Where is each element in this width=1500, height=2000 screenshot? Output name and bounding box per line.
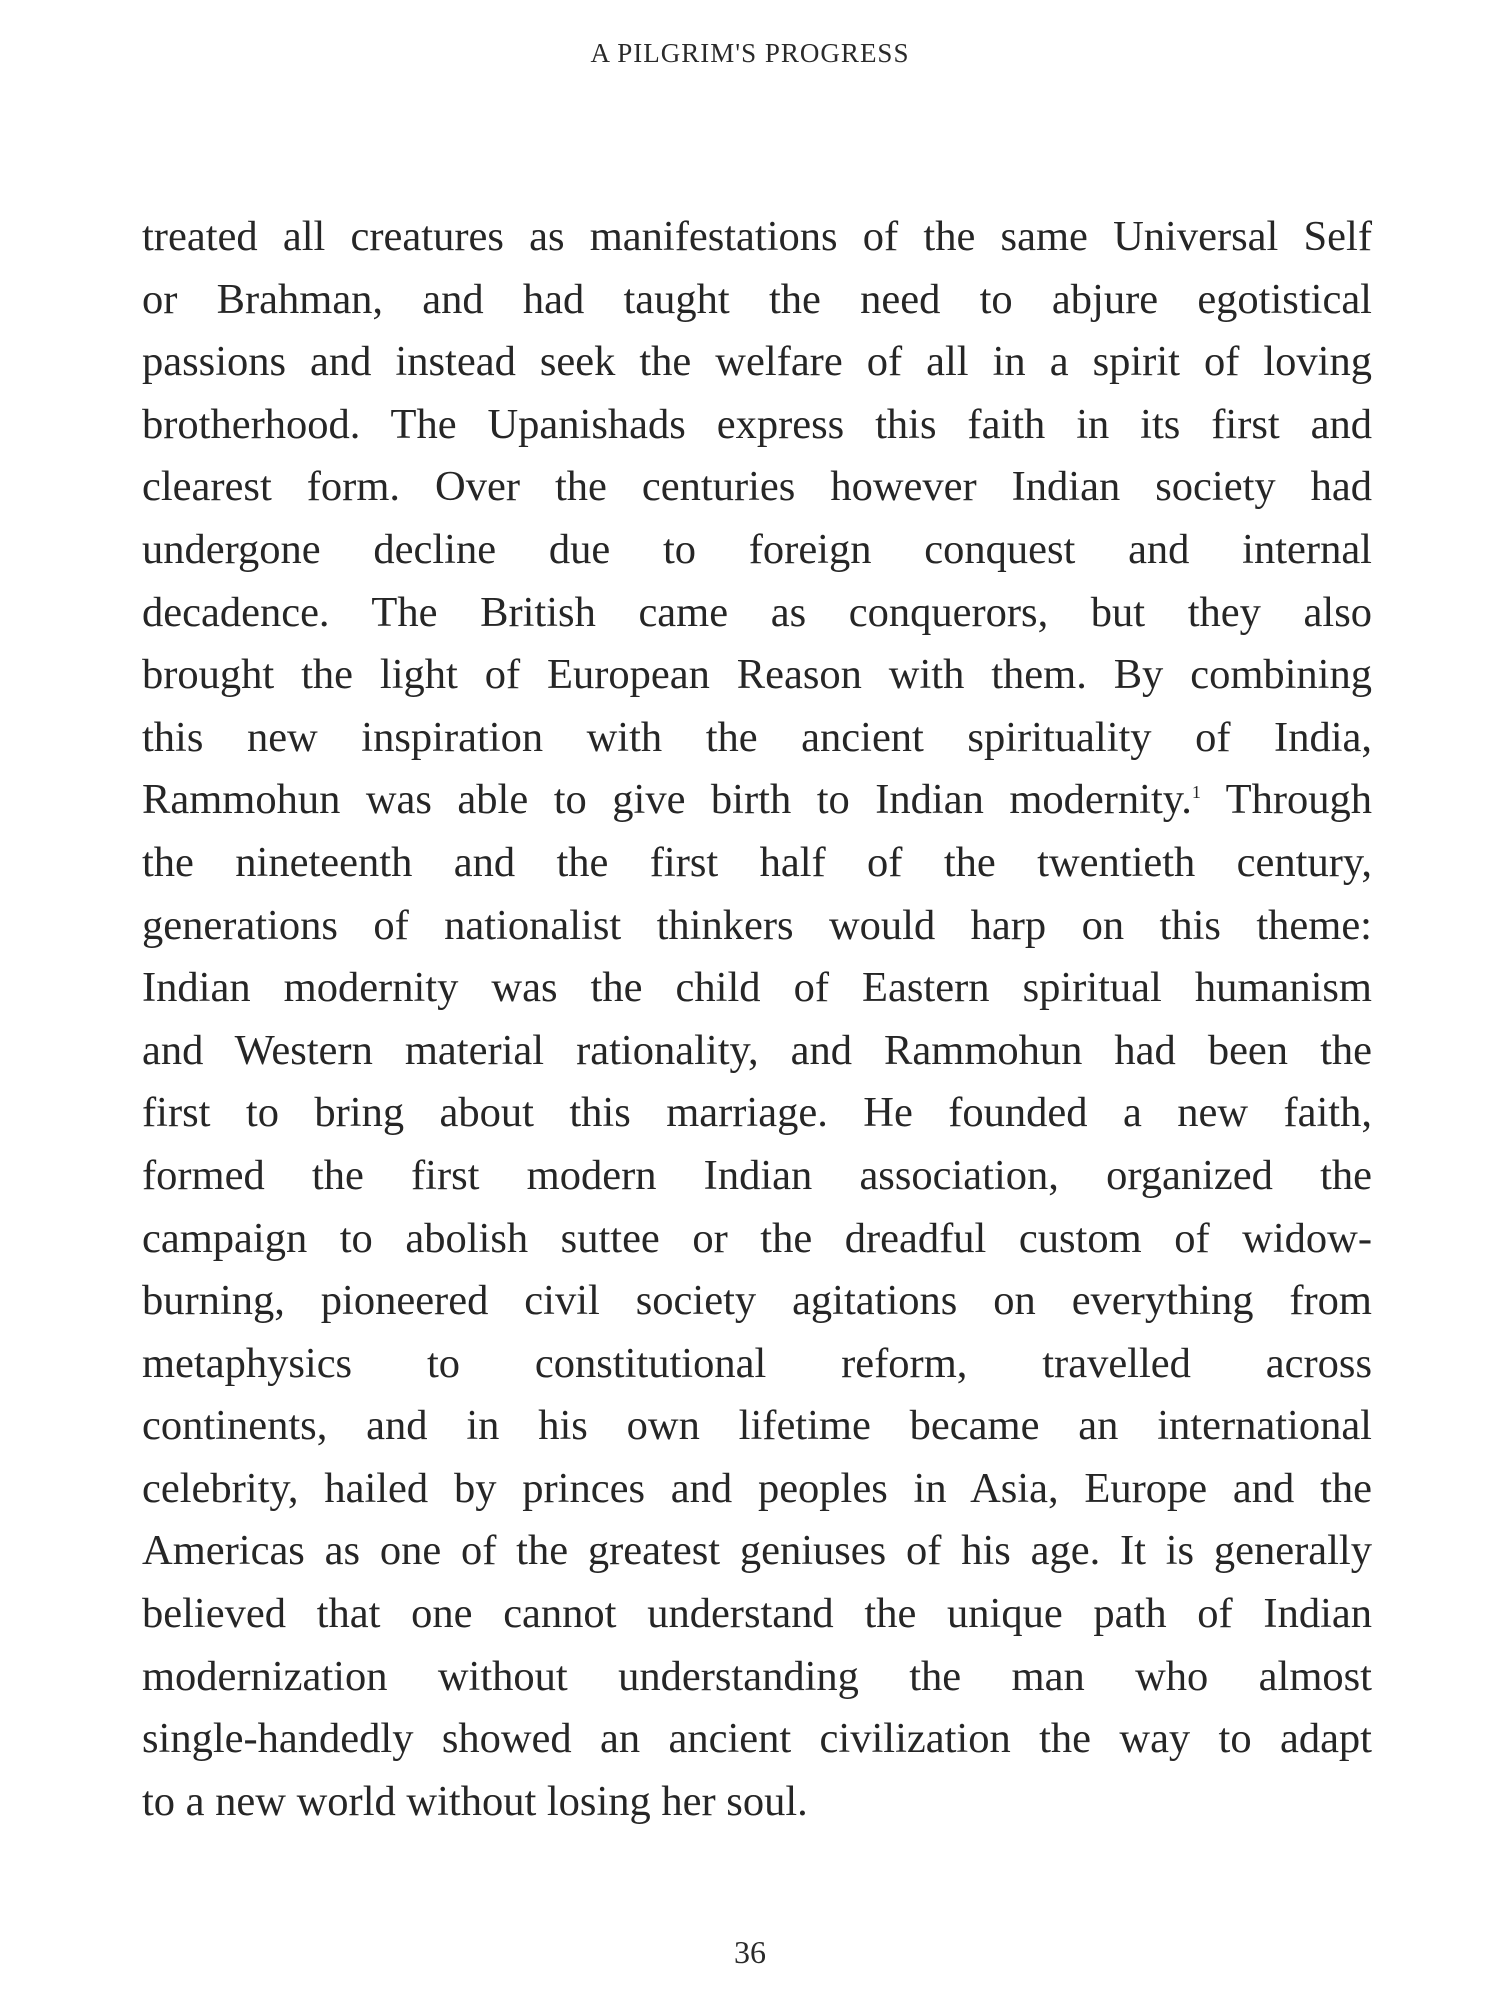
text-line: this new inspiration with the ancient spirituality of India, — [142, 713, 1372, 761]
text-line: celebrity, hailed by princes and peoples in Asia, Europe and the — [142, 1464, 1372, 1512]
footnote-marker: 1 — [1191, 782, 1201, 803]
text-line: single-handedly showed an ancient civilization the way to adapt — [142, 1715, 1372, 1763]
text-line: first to bring about this marriage. He founded a new faith, — [142, 1089, 1372, 1137]
text-line: undergone decline due to foreign conquest and internal — [142, 525, 1372, 573]
body-paragraph — [142, 206, 1372, 1833]
text-line: burning, pioneered civil society agitations on everything from — [142, 1277, 1372, 1325]
text-line: the nineteenth and the first half of the twentieth century, — [142, 838, 1372, 886]
text-line: modernization without understanding the man who almost — [142, 1652, 1372, 1700]
text-line: metaphysics to constitutional reform, travelled across — [142, 1339, 1372, 1387]
text-line: and Western material rationality, and Rammohun had been the — [142, 1026, 1372, 1074]
text-line-last: to a new world without losing her soul. — [142, 1777, 808, 1825]
text-line-with-footnote — [142, 769, 1372, 832]
text-line: formed the first modern Indian association, organized the — [142, 1151, 1372, 1199]
text-line: Indian modernity was the child of Eastern spiritual humanism — [142, 964, 1372, 1012]
text-line: brotherhood. The Upanishads express this faith in its first and — [142, 400, 1372, 448]
text-line: generations of nationalist thinkers would harp on this theme: — [142, 901, 1372, 949]
text-line: passions and instead seek the welfare of all in a spirit of loving — [142, 338, 1372, 386]
page-number: 36 — [734, 1934, 766, 1970]
text-line: treated all creatures as manifestations of the same Universal Self — [142, 213, 1372, 260]
text-line: Americas as one of the greatest geniuses of his age. It is generally — [142, 1527, 1372, 1575]
text-line: decadence. The British came as conquerors, but they also — [142, 588, 1372, 636]
text-line-start: Rammohun was able to give birth to Indian modernity. — [142, 776, 1192, 824]
text-line: campaign to abolish suttee or the dreadful custom of widow- — [142, 1214, 1372, 1262]
running-header: A PILGRIM'S PROGRESS — [590, 38, 910, 68]
text-line: brought the light of European Reason with them. By combining — [142, 651, 1372, 699]
text-line: or Brahman, and had taught the need to abjure egotistical — [142, 275, 1372, 323]
text-line-end: Through — [1200, 776, 1372, 824]
text-line: continents, and in his own lifetime became an international — [142, 1402, 1372, 1450]
text-line: believed that one cannot understand the unique path of Indian — [142, 1590, 1372, 1638]
text-line: clearest form. Over the centuries however Indian society had — [142, 463, 1372, 511]
